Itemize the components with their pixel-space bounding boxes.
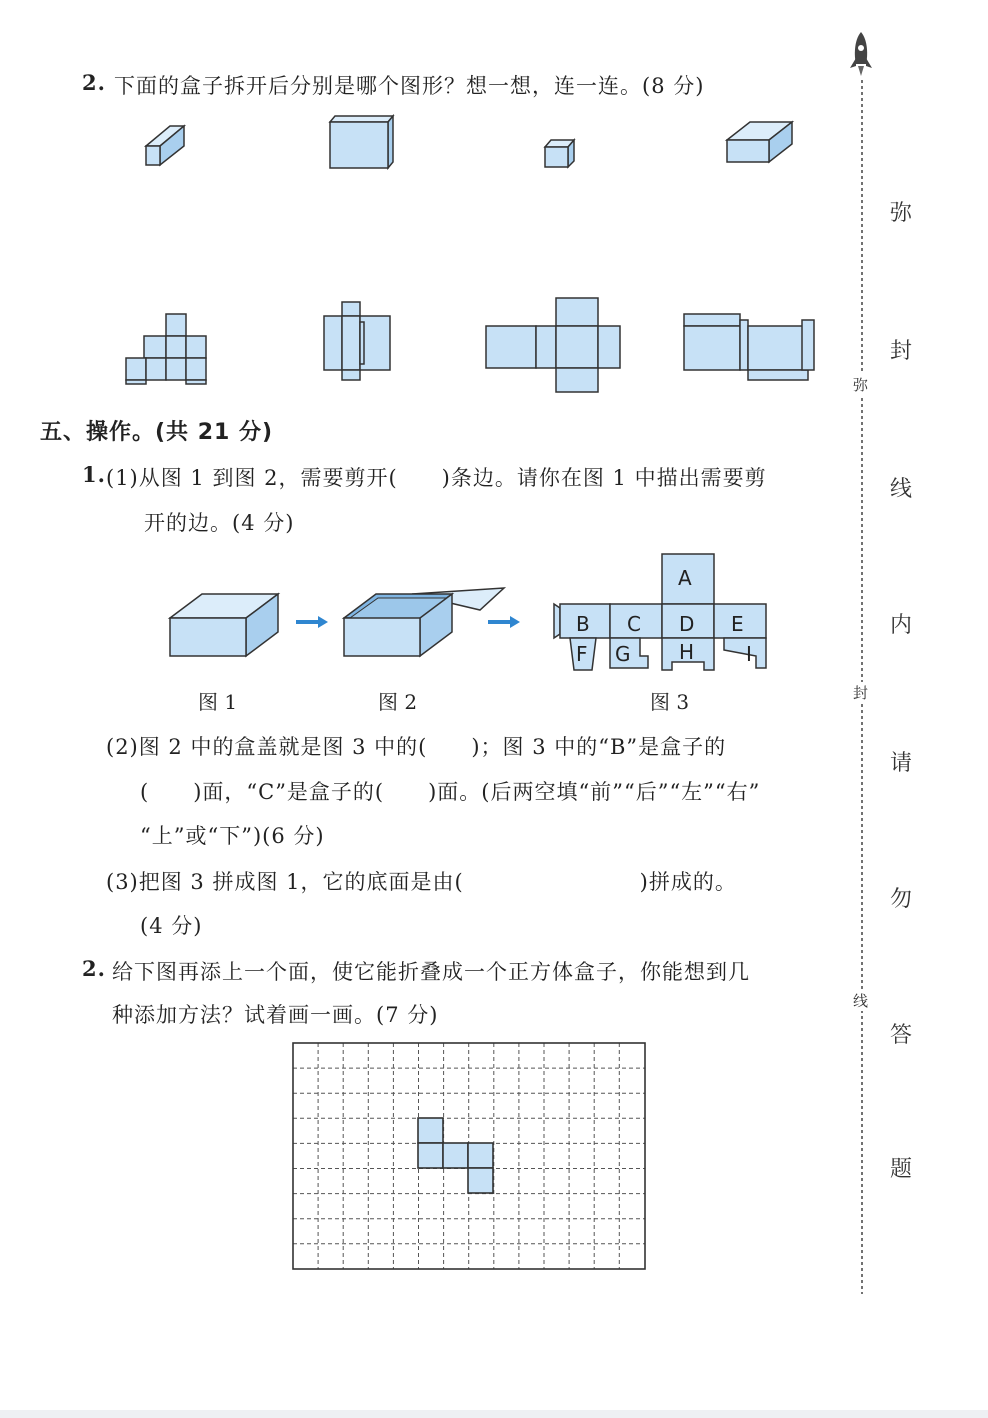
q1-part1-line2: 开的边。(4 分) xyxy=(144,511,295,535)
drawing-grid xyxy=(292,1042,648,1272)
margin-char-6: 勿 xyxy=(890,887,913,912)
margin-char-2: 封 xyxy=(890,339,913,364)
margin-char-7: 答 xyxy=(890,1023,913,1048)
net-label-h: H xyxy=(679,640,696,664)
q1-part3-line2: (4 分) xyxy=(140,914,203,938)
net-label-d: D xyxy=(679,612,696,636)
q1-part2-line1: (2)图 2 中的盒盖就是图 3 中的( )；图 3 中的“B”是盒子的 xyxy=(106,735,727,759)
net-label-a: A xyxy=(678,566,693,590)
arrow-1-icon xyxy=(294,614,330,630)
net-label-e: E xyxy=(731,612,745,636)
net-label-i: I xyxy=(746,642,753,666)
box-4 xyxy=(722,118,796,168)
net-label-b: B xyxy=(576,612,591,636)
q1-part2-line3: “上”或“下”)(6 分) xyxy=(140,824,325,848)
box-1 xyxy=(140,120,190,170)
net-label-c: C xyxy=(627,612,642,636)
box-2 xyxy=(325,112,395,172)
q1-number: 1. xyxy=(82,462,106,487)
q2-line2: 种添加方法？试着画一画。(7 分) xyxy=(112,1003,439,1027)
net-2 xyxy=(320,298,396,384)
box-3 xyxy=(541,135,581,171)
fig-3-caption: 图 3 xyxy=(650,690,690,714)
margin-char-5: 请 xyxy=(890,751,913,776)
q2-line1: 给下图再添上一个面，使它能折叠成一个正方体盒子，你能想到几 xyxy=(112,960,750,984)
q2-number: 2. xyxy=(82,956,106,981)
rocket-icon xyxy=(846,30,876,80)
q2-top-number: 2. xyxy=(82,70,106,95)
fig-1-caption: 图 1 xyxy=(198,690,238,714)
net-3 xyxy=(482,294,626,396)
figure-2-box xyxy=(340,584,510,662)
arrow-2-icon xyxy=(486,614,522,630)
margin-small-char-3: 线 xyxy=(853,992,869,1010)
figure-1-box xyxy=(166,590,286,662)
section-5-title: 五、操作。(共 21 分) xyxy=(40,420,274,445)
q1-part3-line1: (3)把图 3 拼成图 1，它的底面是由( )拼成的。 xyxy=(106,870,737,894)
margin-char-8: 题 xyxy=(890,1157,913,1182)
q2-top-text: 下面的盒子拆开后分别是哪个图形？想一想，连一连。(8 分) xyxy=(114,74,705,98)
q1-part2-line2: ( )面，“C”是盒子的( )面。(后两空填“前”“后”“左”“右” xyxy=(140,780,761,804)
margin-char-3: 线 xyxy=(890,477,913,502)
net-label-f: F xyxy=(576,642,589,666)
margin-char-1: 弥 xyxy=(890,201,913,226)
net-4 xyxy=(680,306,820,386)
net-1 xyxy=(122,310,212,386)
margin-char-4: 内 xyxy=(890,613,913,638)
q1-part1-line1: (1)从图 1 到图 2，需要剪开( )条边。请你在图 1 中描出需要剪 xyxy=(106,466,767,490)
margin-small-char-1: 弥 xyxy=(853,376,869,394)
margin-small-char-2: 封 xyxy=(853,684,869,702)
fig-2-caption: 图 2 xyxy=(378,690,418,714)
bottom-bar xyxy=(0,1410,988,1418)
net-label-g: G xyxy=(615,642,632,666)
